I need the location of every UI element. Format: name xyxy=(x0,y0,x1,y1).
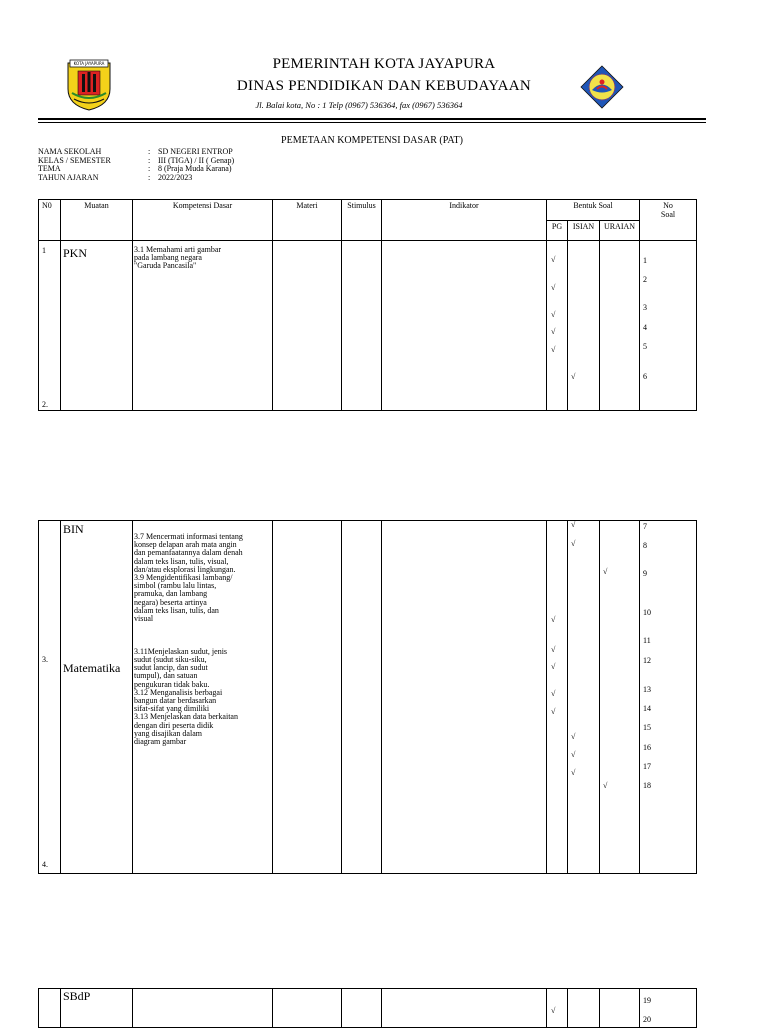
header-rule-thick xyxy=(38,118,706,120)
row-number: 3. xyxy=(42,655,48,664)
header-address: Jl. Balai kota, No : 1 Telp (0967) 536364, fax (0967) 536364 xyxy=(255,100,463,110)
kompetensi-dasar-text: 3.1 Memahami arti gambar pada lambang negara "Garuda Pancasila" xyxy=(134,245,222,271)
soal-number: 14 xyxy=(643,704,651,713)
pg-check: √ xyxy=(551,689,556,698)
soal-number: 1 xyxy=(643,256,647,265)
info-value: SD NEGERI ENTROP xyxy=(158,147,233,156)
header-materi: Materi xyxy=(296,201,318,210)
soal-number: 9 xyxy=(643,569,647,578)
info-colon: : xyxy=(148,172,151,182)
soal-number: 8 xyxy=(643,541,647,550)
soal-number: 20 xyxy=(643,1015,651,1024)
isian-check: √ xyxy=(571,768,576,777)
isian-check: √ xyxy=(571,750,576,759)
uraian-check: √ xyxy=(603,567,608,576)
soal-number: 16 xyxy=(643,743,651,752)
pg-check: √ xyxy=(551,310,556,319)
kompetensi-dasar-text: 3.7 Mencermati informasi tentang konsep delapan arah mata angin dan pemanfaatannya dalam denah dalam teks lisan, tulis, visual, dan/atau eksplorasi lingkungan. 3.9 Mengidentifikasi lambang/ simbol (rambu lalu lintas, pramuka, dan lambang negara) beserta artinya dalam teks lisan, tulis, dan visual 3.11Menjelaskan sudut, jenis sudut (sudut siku-siku, sudut lancip, dan sudut tumpul), dan satuan pengukuran tidak baku. 3.12 Menganalisis berbagai bangun datar berdasarkan sifat-sifat yang dimiliki 3.13 Menjelaskan data berkaitan dengan diri peserta didik yang disajikan dalam diagram gambar xyxy=(134,532,243,747)
header-kompetensi-dasar: Kompetensi Dasar xyxy=(172,201,233,210)
soal-number: 11 xyxy=(643,636,651,645)
soal-number: 12 xyxy=(643,656,651,665)
header-no-soal: No xyxy=(663,201,673,210)
soal-number: 6 xyxy=(643,372,647,381)
pg-check: √ xyxy=(551,327,556,336)
isian-check: √ xyxy=(571,732,576,741)
header-pg: PG xyxy=(551,222,563,231)
pg-check: √ xyxy=(551,662,556,671)
pg-check: √ xyxy=(551,707,556,716)
header-government: PEMERINTAH KOTA JAYAPURA xyxy=(272,56,496,72)
row-number: 1 xyxy=(42,246,46,255)
subject-sbdp: SBdP xyxy=(63,989,91,1003)
header-stimulus: Stimulus xyxy=(347,201,376,210)
info-label: NAMA SEKOLAH xyxy=(38,147,102,156)
subject-bin: BIN xyxy=(63,522,84,536)
header-muatan: Muatan xyxy=(84,201,109,210)
info-value: 8 (Praja Muda Karana) xyxy=(158,164,232,173)
soal-number: 17 xyxy=(643,762,651,771)
info-colon: : xyxy=(148,164,151,173)
header-bentuk-soal: Bentuk Soal xyxy=(573,201,613,210)
pg-check: √ xyxy=(551,255,556,264)
pg-check: √ xyxy=(551,615,556,624)
isian-check: √ xyxy=(571,520,576,529)
info-value: 2022/2023 xyxy=(158,172,193,182)
competency-table-2 xyxy=(38,520,697,874)
uraian-check: √ xyxy=(603,781,608,790)
pg-check: √ xyxy=(551,345,556,354)
soal-number: 15 xyxy=(643,723,651,732)
soal-number: 2 xyxy=(643,275,647,284)
school-info xyxy=(38,148,234,182)
header-isian: ISIAN xyxy=(572,222,595,231)
info-row xyxy=(38,174,234,183)
pg-check: √ xyxy=(551,645,556,654)
isian-check: √ xyxy=(571,372,576,381)
soal-number: 13 xyxy=(643,685,651,694)
soal-number: 5 xyxy=(643,342,647,351)
document-title: PEMETAAN KOMPETENSI DASAR (PAT) xyxy=(281,135,463,146)
soal-number: 3 xyxy=(643,303,647,312)
pg-check: √ xyxy=(551,283,556,292)
competency-table-3 xyxy=(38,988,697,1028)
info-label: KELAS / SEMESTER xyxy=(38,155,111,165)
competency-table-1 xyxy=(38,199,697,411)
header-no-soal: Soal xyxy=(660,210,676,219)
subject-matematika: Matematika xyxy=(63,661,121,675)
header-uraian: URAIAN xyxy=(603,222,636,231)
subject-pkn: PKN xyxy=(63,246,88,260)
row-number: 2. xyxy=(42,400,48,409)
header-indikator: Indikator xyxy=(449,201,479,210)
info-value: III (TIGA) / II ( Genap) xyxy=(158,155,235,165)
soal-number: 4 xyxy=(643,323,647,332)
info-label: TAHUN AJARAN xyxy=(38,172,99,182)
pg-check: √ xyxy=(551,1006,556,1015)
soal-number: 10 xyxy=(643,608,651,617)
info-label: TEMA xyxy=(38,164,61,173)
info-colon: : xyxy=(148,155,151,165)
soal-number: 18 xyxy=(643,781,651,790)
logo-text: KOTA JAYAPURA xyxy=(73,61,105,66)
header-no: N0 xyxy=(42,201,52,210)
soal-number: 19 xyxy=(643,996,651,1005)
info-colon: : xyxy=(148,147,151,156)
isian-check: √ xyxy=(571,539,576,548)
header-department: DINAS PENDIDIKAN DAN KEBUDAYAAN xyxy=(236,78,532,94)
row-number: 4. xyxy=(42,860,48,869)
header-rule-thin xyxy=(38,122,706,123)
soal-number: 7 xyxy=(643,522,647,531)
